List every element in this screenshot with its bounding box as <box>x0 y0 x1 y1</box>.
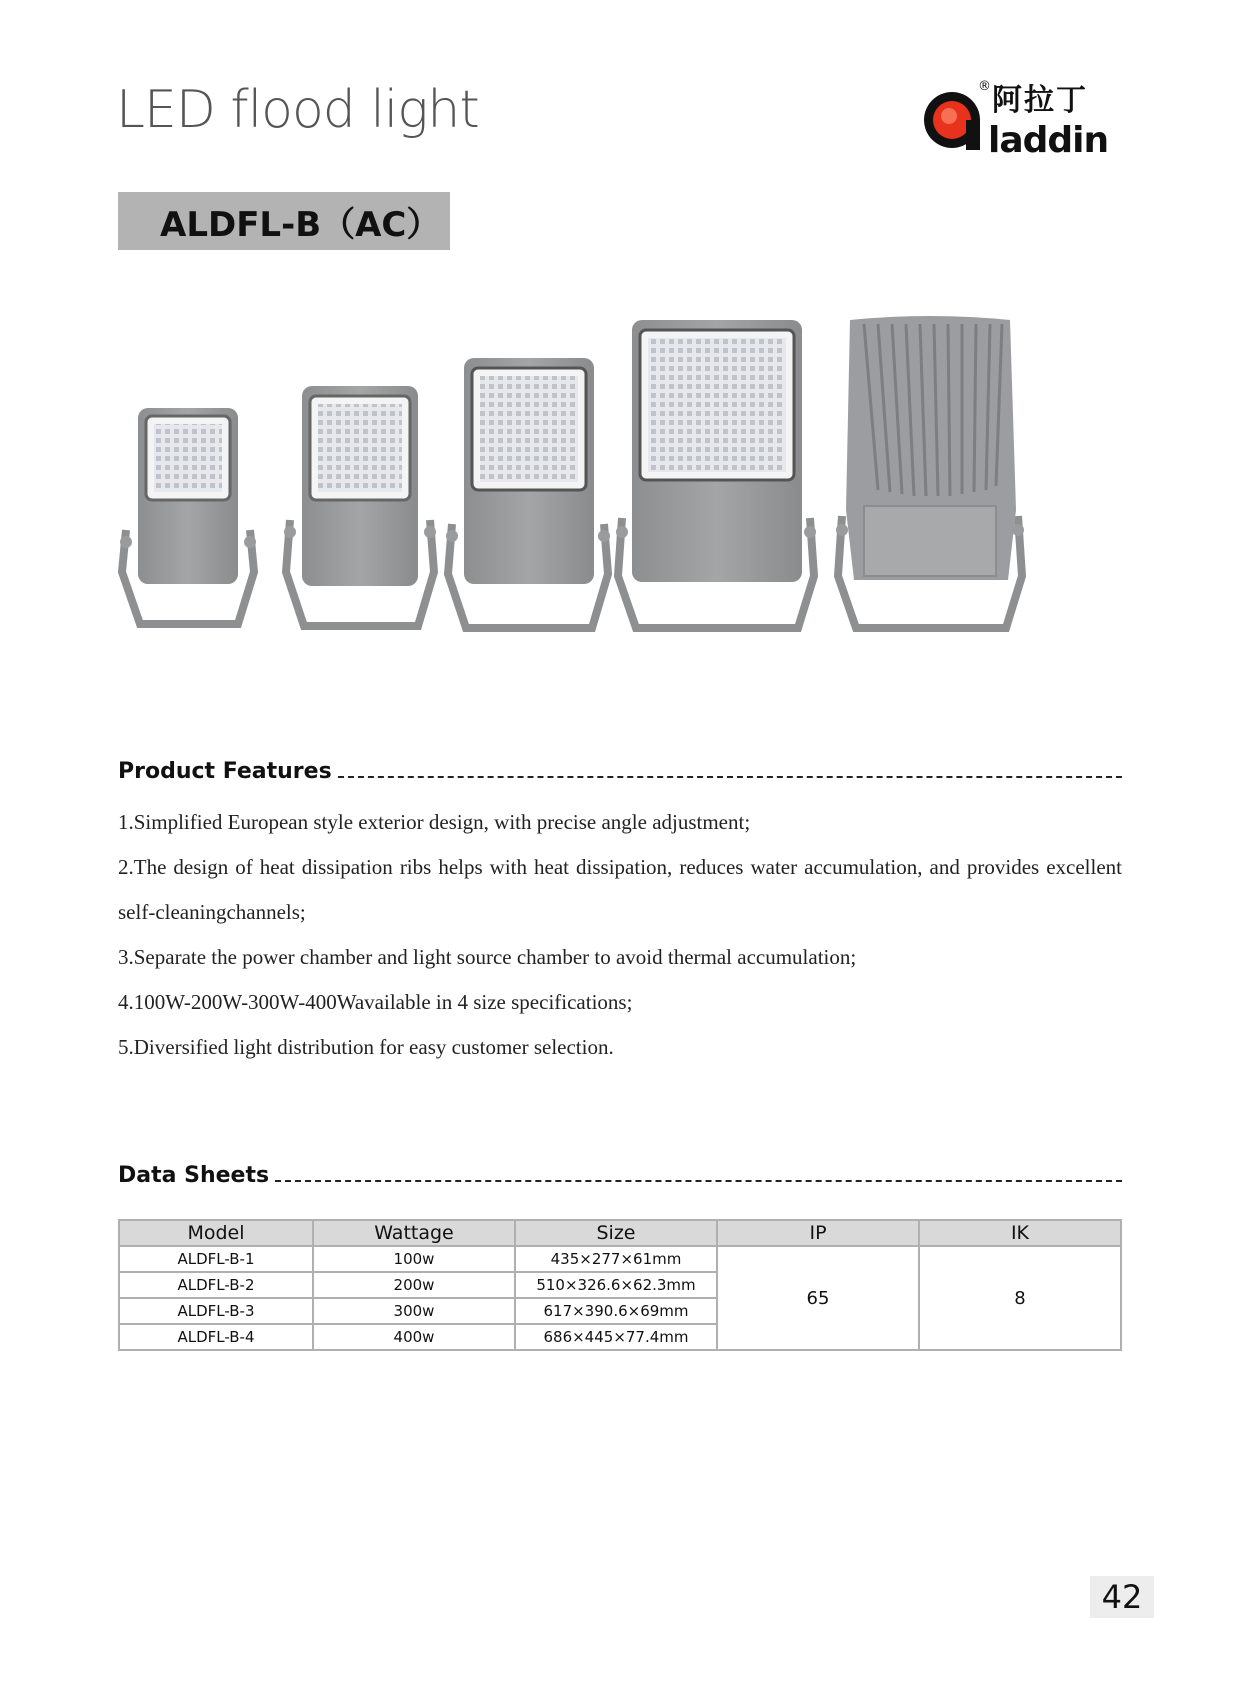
data-sheets-heading <box>118 1152 1122 1188</box>
features-list <box>118 800 1122 1070</box>
model-name: ALDFL-B（AC） <box>160 204 441 245</box>
page-title: LED flood light <box>116 80 479 140</box>
size-cell: 510×326.6×62.3mm <box>515 1272 717 1298</box>
product-images <box>118 310 1108 640</box>
wattage-cell: 100w <box>313 1246 515 1272</box>
wattage-cell: 300w <box>313 1298 515 1324</box>
feature-item: 3.Separate the power chamber and light source chamber to avoid thermal accumulation; <box>118 945 857 969</box>
data-sheets-label: Data Sheets <box>118 1163 270 1188</box>
product-features-label: Product Features <box>118 759 332 784</box>
feature-item: 4.100W-200W-300W-400Wavailable in 4 size specifications; <box>118 990 633 1014</box>
dashed-rule <box>275 1180 1122 1182</box>
ik-cell: 8 <box>919 1246 1121 1350</box>
column-header-ip: IP <box>717 1220 919 1246</box>
table-row <box>119 1246 1121 1272</box>
data-sheet-table <box>118 1219 1122 1351</box>
logo-brand-text: laddin <box>988 120 1109 156</box>
feature-item: 2.The design of heat dissipation ribs helps with heat dissipation, reduces water accumulation, and provides excellent self-cleaningchannels; <box>118 855 1122 924</box>
column-header-ik: IK <box>919 1220 1121 1246</box>
model-cell: ALDFL-B-3 <box>119 1298 313 1324</box>
ip-cell: 65 <box>717 1246 919 1350</box>
product-features-heading <box>118 748 1122 784</box>
registered-mark: ® <box>978 79 991 94</box>
model-cell: ALDFL-B-4 <box>119 1324 313 1350</box>
flood-light-rear-view-image <box>836 316 1024 628</box>
model-cell: ALDFL-B-1 <box>119 1246 313 1272</box>
flood-light-200w-image <box>284 386 436 626</box>
size-cell: 435×277×61mm <box>515 1246 717 1272</box>
wattage-cell: 400w <box>313 1324 515 1350</box>
aladdin-logo <box>922 76 1124 156</box>
size-cell: 686×445×77.4mm <box>515 1324 717 1350</box>
feature-item: 5.Diversified light distribution for easy customer selection. <box>118 1035 614 1059</box>
wattage-cell: 200w <box>313 1272 515 1298</box>
logo-chinese-text: 阿拉丁 <box>992 83 1088 118</box>
model-banner <box>118 192 450 250</box>
size-cell: 617×390.6×69mm <box>515 1298 717 1324</box>
flood-light-100w-image <box>120 408 256 624</box>
column-header-model: Model <box>119 1220 313 1246</box>
flood-light-400w-image <box>616 320 816 628</box>
column-header-wattage: Wattage <box>313 1220 515 1246</box>
feature-item: 1.Simplified European style exterior design, with precise angle adjustment; <box>118 810 751 834</box>
table-header-row <box>119 1220 1121 1246</box>
dashed-rule <box>338 776 1122 778</box>
model-cell: ALDFL-B-2 <box>119 1272 313 1298</box>
flood-light-300w-image <box>446 358 610 628</box>
column-header-size: Size <box>515 1220 717 1246</box>
page-number: 42 <box>1090 1576 1154 1618</box>
